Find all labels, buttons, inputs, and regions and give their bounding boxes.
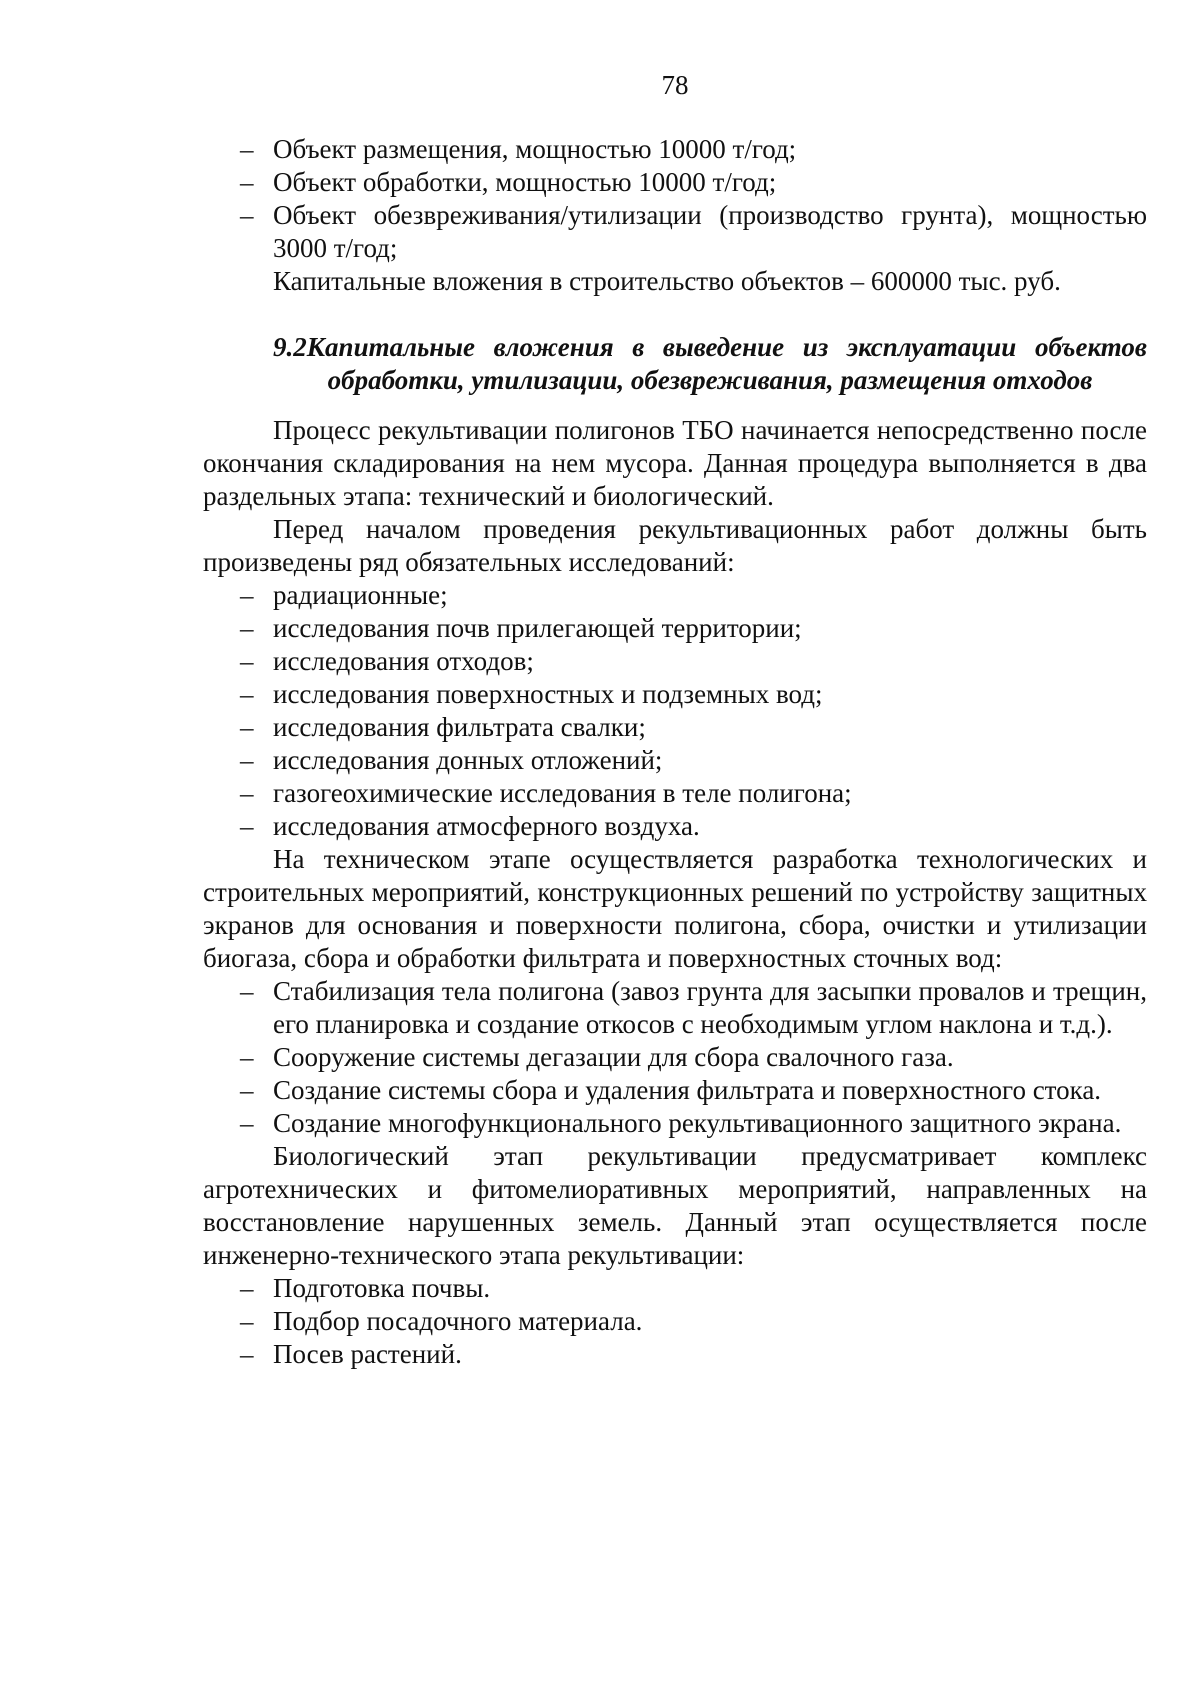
list-item: – исследования фильтрата свалки;: [203, 711, 1147, 744]
technical-stage-list: [203, 975, 1147, 1140]
list-item: – исследования атмосферного воздуха.: [203, 810, 1147, 843]
list-item: – исследования почв прилегающей территории;: [203, 612, 1147, 645]
list-item: – Объект обработки, мощностью 10000 т/год;: [203, 166, 1147, 199]
paragraph: Перед началом проведения рекультивационных работ должны быть произведены ряд обязательных исследований:: [203, 514, 1147, 577]
list-item: – Стабилизация тела полигона (завоз грунта для засыпки провалов и трещин, его планировка и создание откосов с необходимым углом наклона и т.д.).: [203, 975, 1147, 1041]
paragraph: Процесс рекультивации полигонов ТБО начинается непосредственно после окончания складирования на нем мусора. Данная процедура выполняется в два раздельных этапа: технический и биологический.: [203, 415, 1147, 511]
list-item: – Подбор посадочного материала.: [203, 1305, 1147, 1338]
list-item: – исследования донных отложений;: [203, 744, 1147, 777]
biological-stage-list: [203, 1272, 1147, 1371]
list-item: – Сооружение системы дегазации для сбора свалочного газа.: [203, 1041, 1147, 1074]
research-list: [203, 579, 1147, 843]
list-item: – исследования отходов;: [203, 645, 1147, 678]
page-number: 78: [661, 70, 689, 100]
capital-investment-line: Капитальные вложения в строительство объектов – 600000 тыс. руб.: [273, 266, 1061, 296]
page-content: [203, 133, 1147, 1371]
list-item: – исследования поверхностных и подземных вод;: [203, 678, 1147, 711]
list-item: – Подготовка почвы.: [203, 1272, 1147, 1305]
list-item: – Создание системы сбора и удаления фильтрата и поверхностного стока.: [203, 1074, 1147, 1107]
paragraph: На техническом этапе осуществляется разработка технологических и строительных мероприятий, конструкционных решений по устройству защитных экранов для основания и поверхности полигона, сбора, очистки и утилизации биогаза, сбора и обработки фильтрата и поверхностных сточных вод:: [203, 844, 1147, 973]
list-item: – Объект размещения, мощностью 10000 т/год;: [203, 133, 1147, 166]
list-item: – Объект обезвреживания/утилизации (производство грунта), мощностью 3000 т/год;: [203, 199, 1147, 265]
objects-list: [203, 133, 1147, 265]
list-item: – Создание многофункционального рекультивационного защитного экрана.: [203, 1107, 1147, 1140]
list-item: – газогеохимические исследования в теле полигона;: [203, 777, 1147, 810]
list-item: – Посев растений.: [203, 1338, 1147, 1371]
list-item: – радиационные;: [203, 579, 1147, 612]
paragraph: Биологический этап рекультивации предусматривает комплекс агротехнических и фитомелиоративных мероприятий, направленных на восстановление нарушенных земель. Данный этап осуществляется после инженерно-технического этапа рекультивации:: [203, 1141, 1147, 1270]
section-heading: 9.2Капитальные вложения в выведение из эксплуатации объектов обработки, утилизации, обезвреживания, размещения отходов: [273, 332, 1147, 395]
